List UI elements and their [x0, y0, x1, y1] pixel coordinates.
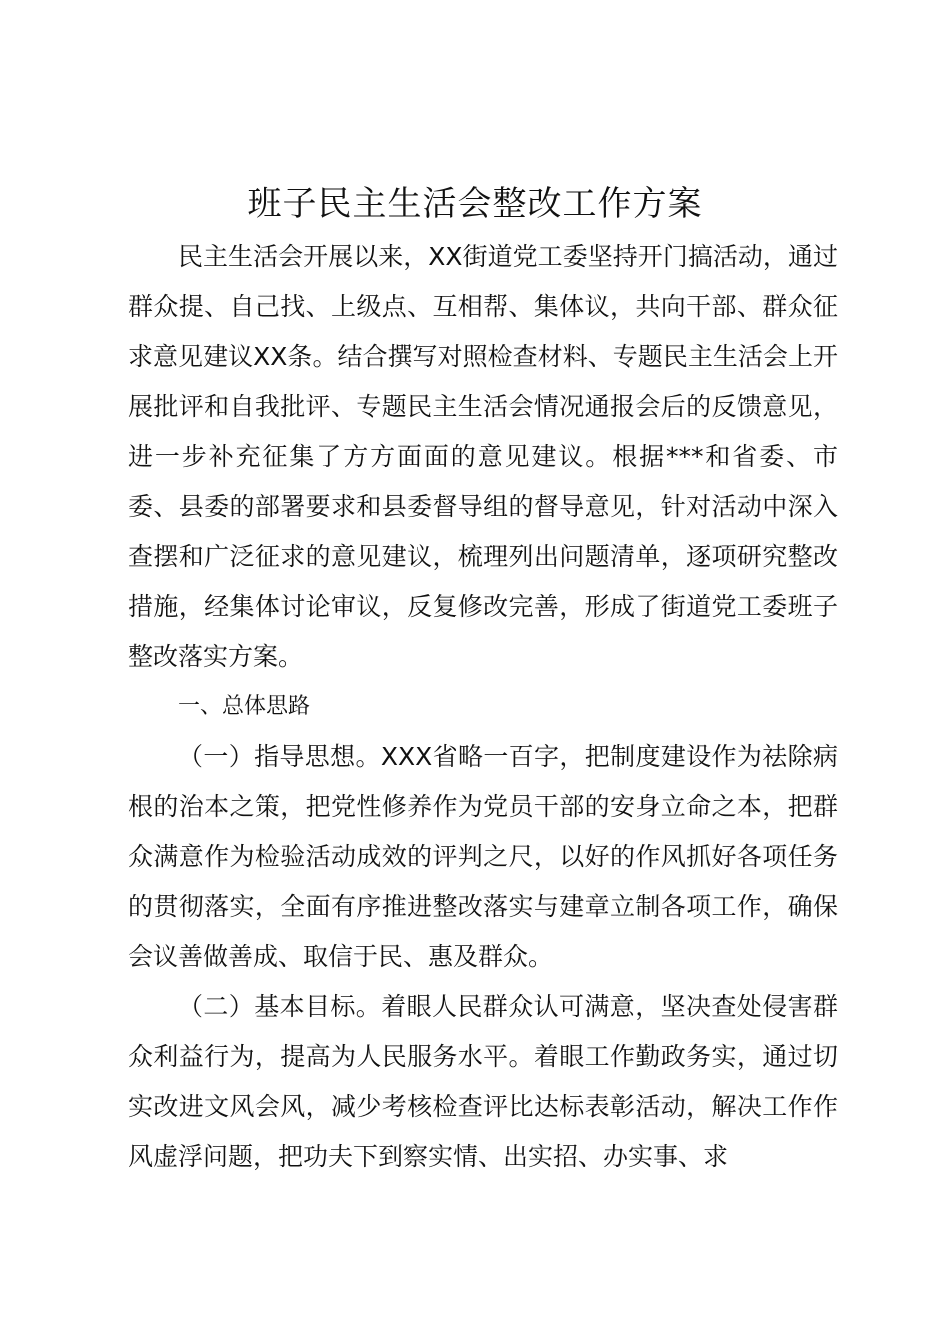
document-title: 班子民主生活会整改工作方案	[247, 184, 703, 224]
basic-goal-paragraph: （二）基本目标。着眼人民群众认可满意，坚决查处侵害群众利益行为，提高为人民服务水平。着眼工作勤政务实，通过切实改进文风会风，减少考核检查评比达标表彰活动，解决工作作风虚浮问题，把功夫下到察实情、出实招、办实事、求	[128, 992, 838, 1171]
guiding-thought-paragraph: （一）指导思想。XXX省略一百字，把制度建设作为祛除病根的治本之策，把党性修养作为党员干部的安身立命之本，把群众满意作为检验活动成效的评判之尺，以好的作风抓好各项任务的贯彻落实，全面有序推进整改落实与建章立制各项工作，确保会议善做善成、取信于民、惠及群众。	[128, 742, 838, 971]
document-body	[128, 232, 838, 1182]
intro-paragraph: 民主生活会开展以来，XX街道党工委坚持开门搞活动，通过群众提、自己找、上级点、互相帮、集体议，共向干部、群众征求意见建议XX条。结合撰写对照检查材料、专题民主生活会上开展批评和自我批评、专题民主生活会情况通报会后的反馈意见，进一步补充征集了方方面面的意见建议。根据***和省委、市委、县委的部署要求和县委督导组的督导意见，针对活动中深入查摆和广泛征求的意见建议，梳理列出问题清单，逐项研究整改措施，经集体讨论审议，反复修改完善，形成了街道党工委班子整改落实方案。	[128, 242, 838, 671]
section-heading: 一、总体思路	[178, 694, 311, 719]
